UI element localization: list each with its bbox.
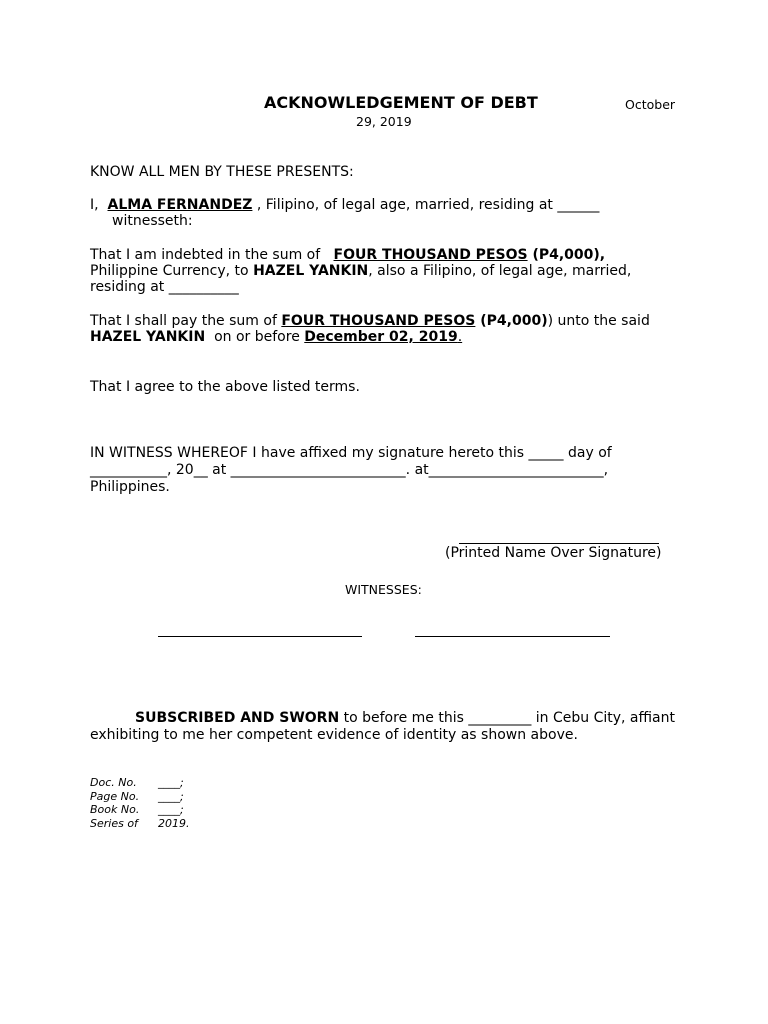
signature-line xyxy=(459,543,659,544)
jurat-line-2: exhibiting to me her competent evidence of identity as shown above. xyxy=(90,727,578,743)
pay-lead: That I shall pay the sum of xyxy=(90,313,282,329)
due-period: . xyxy=(457,329,463,345)
indebted-lead: That I am indebted in the sum of xyxy=(90,247,321,263)
pay-amount-words: FOUR THOUSAND PESOS xyxy=(281,313,476,329)
book-no-label: Book No. xyxy=(90,803,140,816)
witness-whereof-line-1: IN WITNESS WHEREOF I have affixed my signature hereto this _____ day of xyxy=(90,445,612,461)
jurat-rest: to before me this _________ in Cebu City, affiant xyxy=(339,710,675,726)
agree-line: That I agree to the above listed terms. xyxy=(90,379,360,395)
signature-caption: (Printed Name Over Signature) xyxy=(445,545,662,561)
page-no-label: Page No. xyxy=(90,790,140,803)
pay-line xyxy=(90,313,650,330)
jurat-line-1 xyxy=(135,710,675,727)
pay-tail: ) unto the said xyxy=(547,313,650,329)
series-value: 2019. xyxy=(158,817,190,830)
doc-no-value: ____; xyxy=(158,776,184,789)
jurat-bold: SUBSCRIBED AND SWORN xyxy=(135,710,340,726)
witness-whereof-line-2: ___________, 20__ at _________________________. at_________________________, xyxy=(90,462,609,478)
creditor-name: HAZEL YANKIN xyxy=(253,263,369,279)
amount-words: FOUR THOUSAND PESOS xyxy=(333,247,528,263)
currency-line xyxy=(90,263,631,280)
date-month: October xyxy=(625,97,676,112)
debtor-details: , Filipino, of legal age, married, residing at ______ xyxy=(252,197,600,213)
witnesseth: witnesseth: xyxy=(112,213,193,229)
date-rest: 29, 2019 xyxy=(356,114,412,129)
creditor-details: , also a Filipino, of legal age, married, xyxy=(368,263,632,279)
page-no-value: ____; xyxy=(158,790,184,803)
book-no-value: ____; xyxy=(158,803,184,816)
pay-amount-number: (P4,000) xyxy=(475,313,548,329)
currency-text: Philippine Currency, to xyxy=(90,263,254,279)
indebted-line xyxy=(90,247,605,264)
doc-no-label: Doc. No. xyxy=(90,776,137,789)
witness-signature-line-2 xyxy=(415,636,610,637)
debtor-name: ALMA FERNANDEZ xyxy=(107,197,253,213)
residing-line: residing at __________ xyxy=(90,279,239,295)
due-date: December 02, 2019 xyxy=(304,329,458,345)
document-title: ACKNOWLEDGEMENT OF DEBT xyxy=(264,93,538,112)
series-label: Series of xyxy=(90,817,138,830)
witness-signature-line-1 xyxy=(158,636,362,637)
pronoun-i: I, xyxy=(90,197,99,213)
witness-whereof-line-3: Philippines. xyxy=(90,479,170,495)
due-line xyxy=(90,329,462,346)
debtor-line xyxy=(90,197,599,214)
amount-number: (P4,000), xyxy=(527,247,606,263)
witnesses-label: WITNESSES: xyxy=(345,582,422,597)
due-mid: on or before xyxy=(205,329,305,345)
know-all-line: KNOW ALL MEN BY THESE PRESENTS: xyxy=(90,164,354,180)
pay-creditor-name: HAZEL YANKIN xyxy=(90,329,206,345)
